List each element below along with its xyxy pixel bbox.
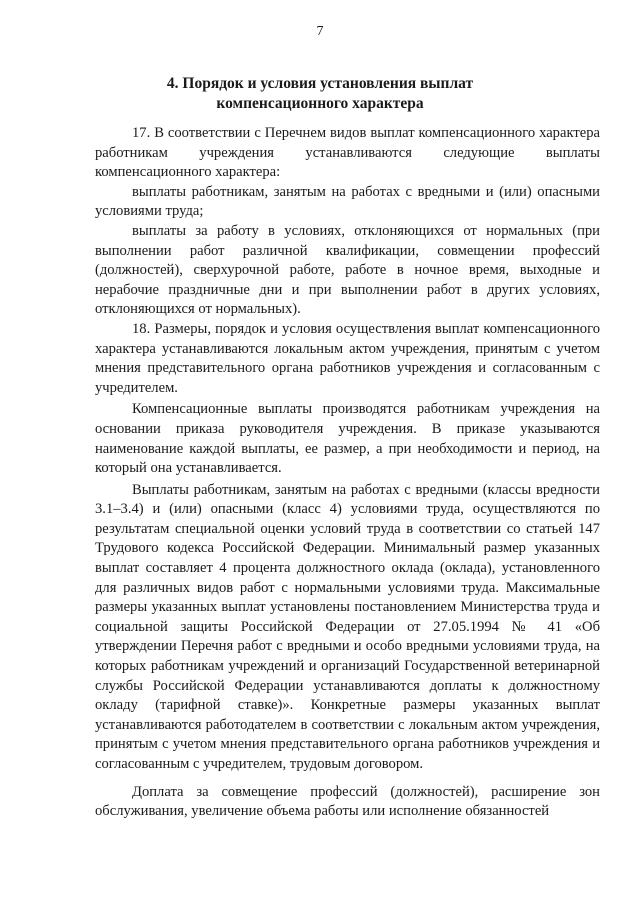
paragraph-hazardous-payments: выплаты работникам, занятым на работах с вредными и (или) опасными условиями труда; [95,183,600,220]
paragraph-compensation-order: Компенсационные выплаты производятся работникам учреждения на основании приказа руководителя учреждения. В приказе указываются наименование каждой выплаты, ее размер, а при необходимости и период, на который она устанавливается. [95,401,600,477]
paragraph-combination-surcharge: Доплата за совмещение профессий (должностей), расширение зон обслуживания, увеличение объема работы или исполнение обязанностей [95,783,600,820]
page-number: 7 [316,24,324,39]
paragraph-hazardous-details: Выплаты работникам, занятым на работах с вредными (классы вредности 3.1–3.4) и (или) опасными (класс 4) условиями труда, осуществляются по результатам специальной оценки условий труда в соответствии со статьей 147 Трудового кодекса Российской Федерации. Минимальный размер указанных выплат составляет 4 процента должностного оклада (оклада), установленного для различных видов работ с нормальными условиями труда. Максимальные размеры указанных выплат установлены постановлением Министерства труда и социальной защиты Российской Федерации от 27.05.1994 № 41 «Об утверждении Перечня работ с вредными и особо вредными условиями труда, на которых работникам учреждений и организаций Государственной ветеринарной службы Российской Федерации устанавливаются доплаты к должностному окладу (тарифной ставке)». Конкретные размеры указанных выплат устанавливаются работодателем в соответствии с локальным актом учреждения, принятым с учетом мнения представительного органа работников учреждения и согласованным с учредителем, трудовым договором. [95,481,600,772]
paragraph-17-intro: 17. В соответствии с Перечнем видов выплат компенсационного характера работникам учреждения устанавливаются следующие выплаты компенсационного характера: [95,125,600,181]
paragraph-abnormal-conditions: выплаты за работу в условиях, отклоняющихся от нормальных (при выполнении работ различной квалификации, совмещении профессий (должностей), сверхурочной работе, работе в ночное время, выходные и нерабочие праздничные дни и при выполнении работ в других условиях, отклоняющихся от нормальных). [95,222,600,318]
section-heading [0,74,640,114]
paragraph-18: 18. Размеры, порядок и условия осуществления выплат компенсационного характера устанавливаются локальным актом учреждения, принятым с учетом мнения представительного органа работников учреждения и согласованным с учредителем. [95,320,600,396]
document-body [95,124,600,822]
section-heading-line-2: компенсационного характера [216,95,424,112]
section-heading-line-1: 4. Порядок и условия установления выплат [166,75,474,92]
